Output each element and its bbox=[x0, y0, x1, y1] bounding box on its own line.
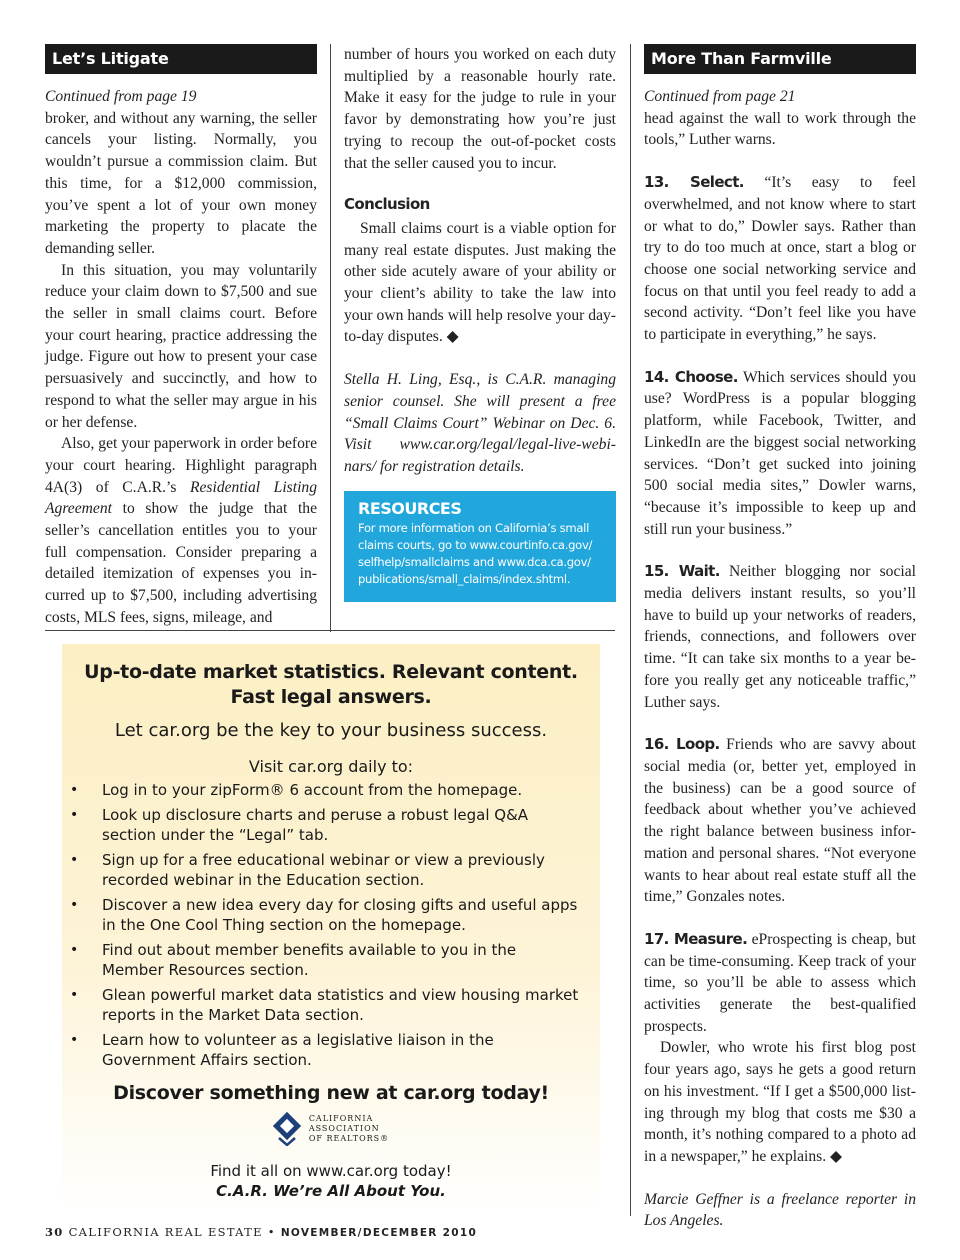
ad-bullet-item: • Find out about member benefits available to you in the Member Resources section. bbox=[70, 941, 517, 979]
ad-visit-line: Visit car.org daily to: bbox=[248, 757, 414, 776]
author-bio: Stella H. Ling, Esq., is C.A.R. managing senior counsel. She will present a free “Small Claims Court” Webinar on Dec. 6. Visit www.car.org/legal/legal-live-webinars/ for registration details. bbox=[344, 371, 616, 475]
ad-subheadline: Let car.org be the key to your business success. bbox=[114, 720, 548, 741]
bullet-icon: • bbox=[70, 987, 79, 1003]
bullet-icon: • bbox=[70, 782, 79, 798]
magazine-name: CALIFORNIA REAL ESTATE bbox=[68, 1225, 263, 1239]
paragraph: number of hours you worked on each duty multiplied by a reasonable hourly rate. Make it easy for the judge to rule in your favor by demonstrating how you’re just trying to recoup the out-of-pocket costs that the seller caused you to incur. bbox=[344, 46, 616, 172]
bullet-icon: • bbox=[70, 852, 79, 868]
paragraph: broker, and without any warning, the seller cancels your listing. Normally, you wouldn’t pursue a commission claim. But this time, for a $12,000 commission, you’ve spent a lot of your own money marketing the property to placate the demanding seller. bbox=[45, 109, 317, 257]
car-logo bbox=[62, 1112, 600, 1146]
page-number: 30 bbox=[45, 1225, 64, 1239]
article-column-litigate bbox=[45, 44, 317, 629]
footer-separator: • bbox=[267, 1225, 276, 1239]
ad-bullet-item: • Look up disclosure charts and peruse a robust legal Q&A section under the “Legal” tab. bbox=[70, 806, 529, 844]
paragraph: head against the wall to work through the tools,” Luther warns. bbox=[644, 109, 916, 149]
bullet-icon: • bbox=[70, 942, 79, 958]
continued-note: Continued from page 19 bbox=[45, 88, 197, 105]
section-header-litigate: Let’s Litigate bbox=[45, 44, 317, 74]
paragraph: Also, get your paperwork in order before your court hearing. Highlight paragraph 4A(3) of C.A.R.’s Residential Listing Agreement to show the judge that the seller’s cancellation entitles you to your full compensation. Consider preparing a detailed itemization of expenses you incurred up to $7,500, including advertising costs, MLS fees, signs, mileage, and bbox=[45, 435, 318, 626]
bullet-icon: • bbox=[70, 1032, 79, 1048]
ad-bullet-item: • Log in to your zipForm® 6 account from the homepage. bbox=[70, 781, 523, 799]
list-item: 17. Measure. eProspecting is cheap, but can be time-consuming. Keep track of your time, so you’ll be able to assess which activities generate the best-qualified prospects. bbox=[644, 929, 916, 1035]
section-divider bbox=[45, 630, 615, 631]
list-item: 14. Choose. Which services should you use? WordPress is a popular blogging platform, while Facebook, Twitter, and LinkedIn are the biggest social networking services. “Don’t get sucked into joining 500 social media sites,” Dowler warns, “because it’s impossible to keep up and still run your business.” bbox=[644, 367, 916, 538]
column-divider bbox=[630, 44, 631, 1216]
ad-bullet-item: • Sign up for a free educational webinar or view a previously recorded webinar in the Education section. bbox=[70, 851, 545, 889]
article-column-litigate-cont bbox=[344, 44, 616, 478]
bullet-icon: • bbox=[70, 897, 79, 913]
ad-bullet-list bbox=[62, 780, 600, 1070]
author-bio: Marcie Geffner is a freelance reporter in Los Angeles. bbox=[644, 1190, 916, 1230]
ad-bullet-item: • Learn how to volunteer as a legislative liaison in the Government Affairs section. bbox=[70, 1031, 494, 1069]
ad-discover-line: Discover something new at car.org today! bbox=[113, 1082, 549, 1104]
ad-headline: Up-to-date market statistics. Relevant content. Fast legal answers. bbox=[84, 661, 578, 708]
list-item: 15. Wait. Neither blogging nor social media delivers instant results, so you’ll have to build up your networks of readers, friends, connections, and followers over time. “It can take six months to a year before you really get any noticeable traffic,” Luther says. bbox=[644, 562, 916, 711]
logo-wordmark: CALIFORNIA ASSOCIATION OF REALTORS® bbox=[308, 1114, 390, 1143]
car-org-advertisement bbox=[62, 644, 600, 1214]
ad-bullet-item: • Discover a new idea every day for closing gifts and useful apps in the One Cool Thing section on the homepage. bbox=[70, 896, 578, 934]
resources-box bbox=[344, 491, 616, 602]
resources-title: RESOURCES bbox=[358, 499, 462, 518]
paragraph: Small claims court is a viable option for many real estate disputes. Just making the other side acutely aware of your ability or your client’s ability to take the law into your own hands will help resolve your day-to-day disputes. ◆ bbox=[344, 219, 616, 346]
bullet-icon: • bbox=[70, 807, 79, 823]
section-header-farmville: More Than Farmville bbox=[644, 44, 916, 74]
article-column-farmville bbox=[644, 44, 916, 1232]
issue-date: NOVEMBER/DECEMBER 2010 bbox=[280, 1227, 478, 1239]
list-item: 13. Select. “It’s easy to feel overwhelmed, and not know where to start or what to do,” Dowler says. Rather than try to do too much at once, start a blog or choose one social networking service and focus on that until you feel ready to add a second activity. “Don’t feel like you have to participate in everything,” he says. bbox=[644, 173, 916, 344]
subhead-conclusion: Conclusion bbox=[344, 195, 430, 214]
ad-find-line: Find it all on www.car.org today! bbox=[210, 1162, 452, 1180]
ad-bullet-item: • Glean powerful market data statistics and view housing market reports in the Market Data section. bbox=[70, 986, 579, 1024]
ad-tagline: C.A.R. We’re All About You. bbox=[216, 1182, 446, 1200]
list-item: 16. Loop. Friends who are savvy about social media (or, better yet, employed in the business) can be a good source of feedback about whether you’ve achieved the right balance between business information and personal shares. “Not everyone wants to hear about real estate stuff all the time,” Gonzales notes. bbox=[644, 735, 916, 906]
continued-note: Continued from page 21 bbox=[644, 88, 796, 105]
resources-body: For more information on California’s small claims courts, go to www.courtinfo.ca.gov/ selfhelp/smallclaims and www.dca.ca.gov/ publications/small_claims/index.shtml. bbox=[358, 521, 593, 586]
page-footer bbox=[45, 1225, 477, 1239]
column-divider bbox=[330, 44, 331, 632]
paragraph: Dowler, who wrote his first blog post four years ago, says he gets a good return on his investment. “If I get a $500,000 listing through my blog that costs me $30 a month, it’s nothing compared to a photo ad in a newspaper,” he explains. ◆ bbox=[644, 1039, 916, 1165]
realtors-key-logo-icon bbox=[273, 1112, 303, 1146]
paragraph: In this situation, you may voluntarily reduce your claim down to $7,500 and sue the seller in small claims court. Before your court hearing, practice addressing the judge. Figure out how to present your case persuasively and succinctly, and how to respond to what the seller may argue in his or her defense. bbox=[45, 261, 317, 431]
